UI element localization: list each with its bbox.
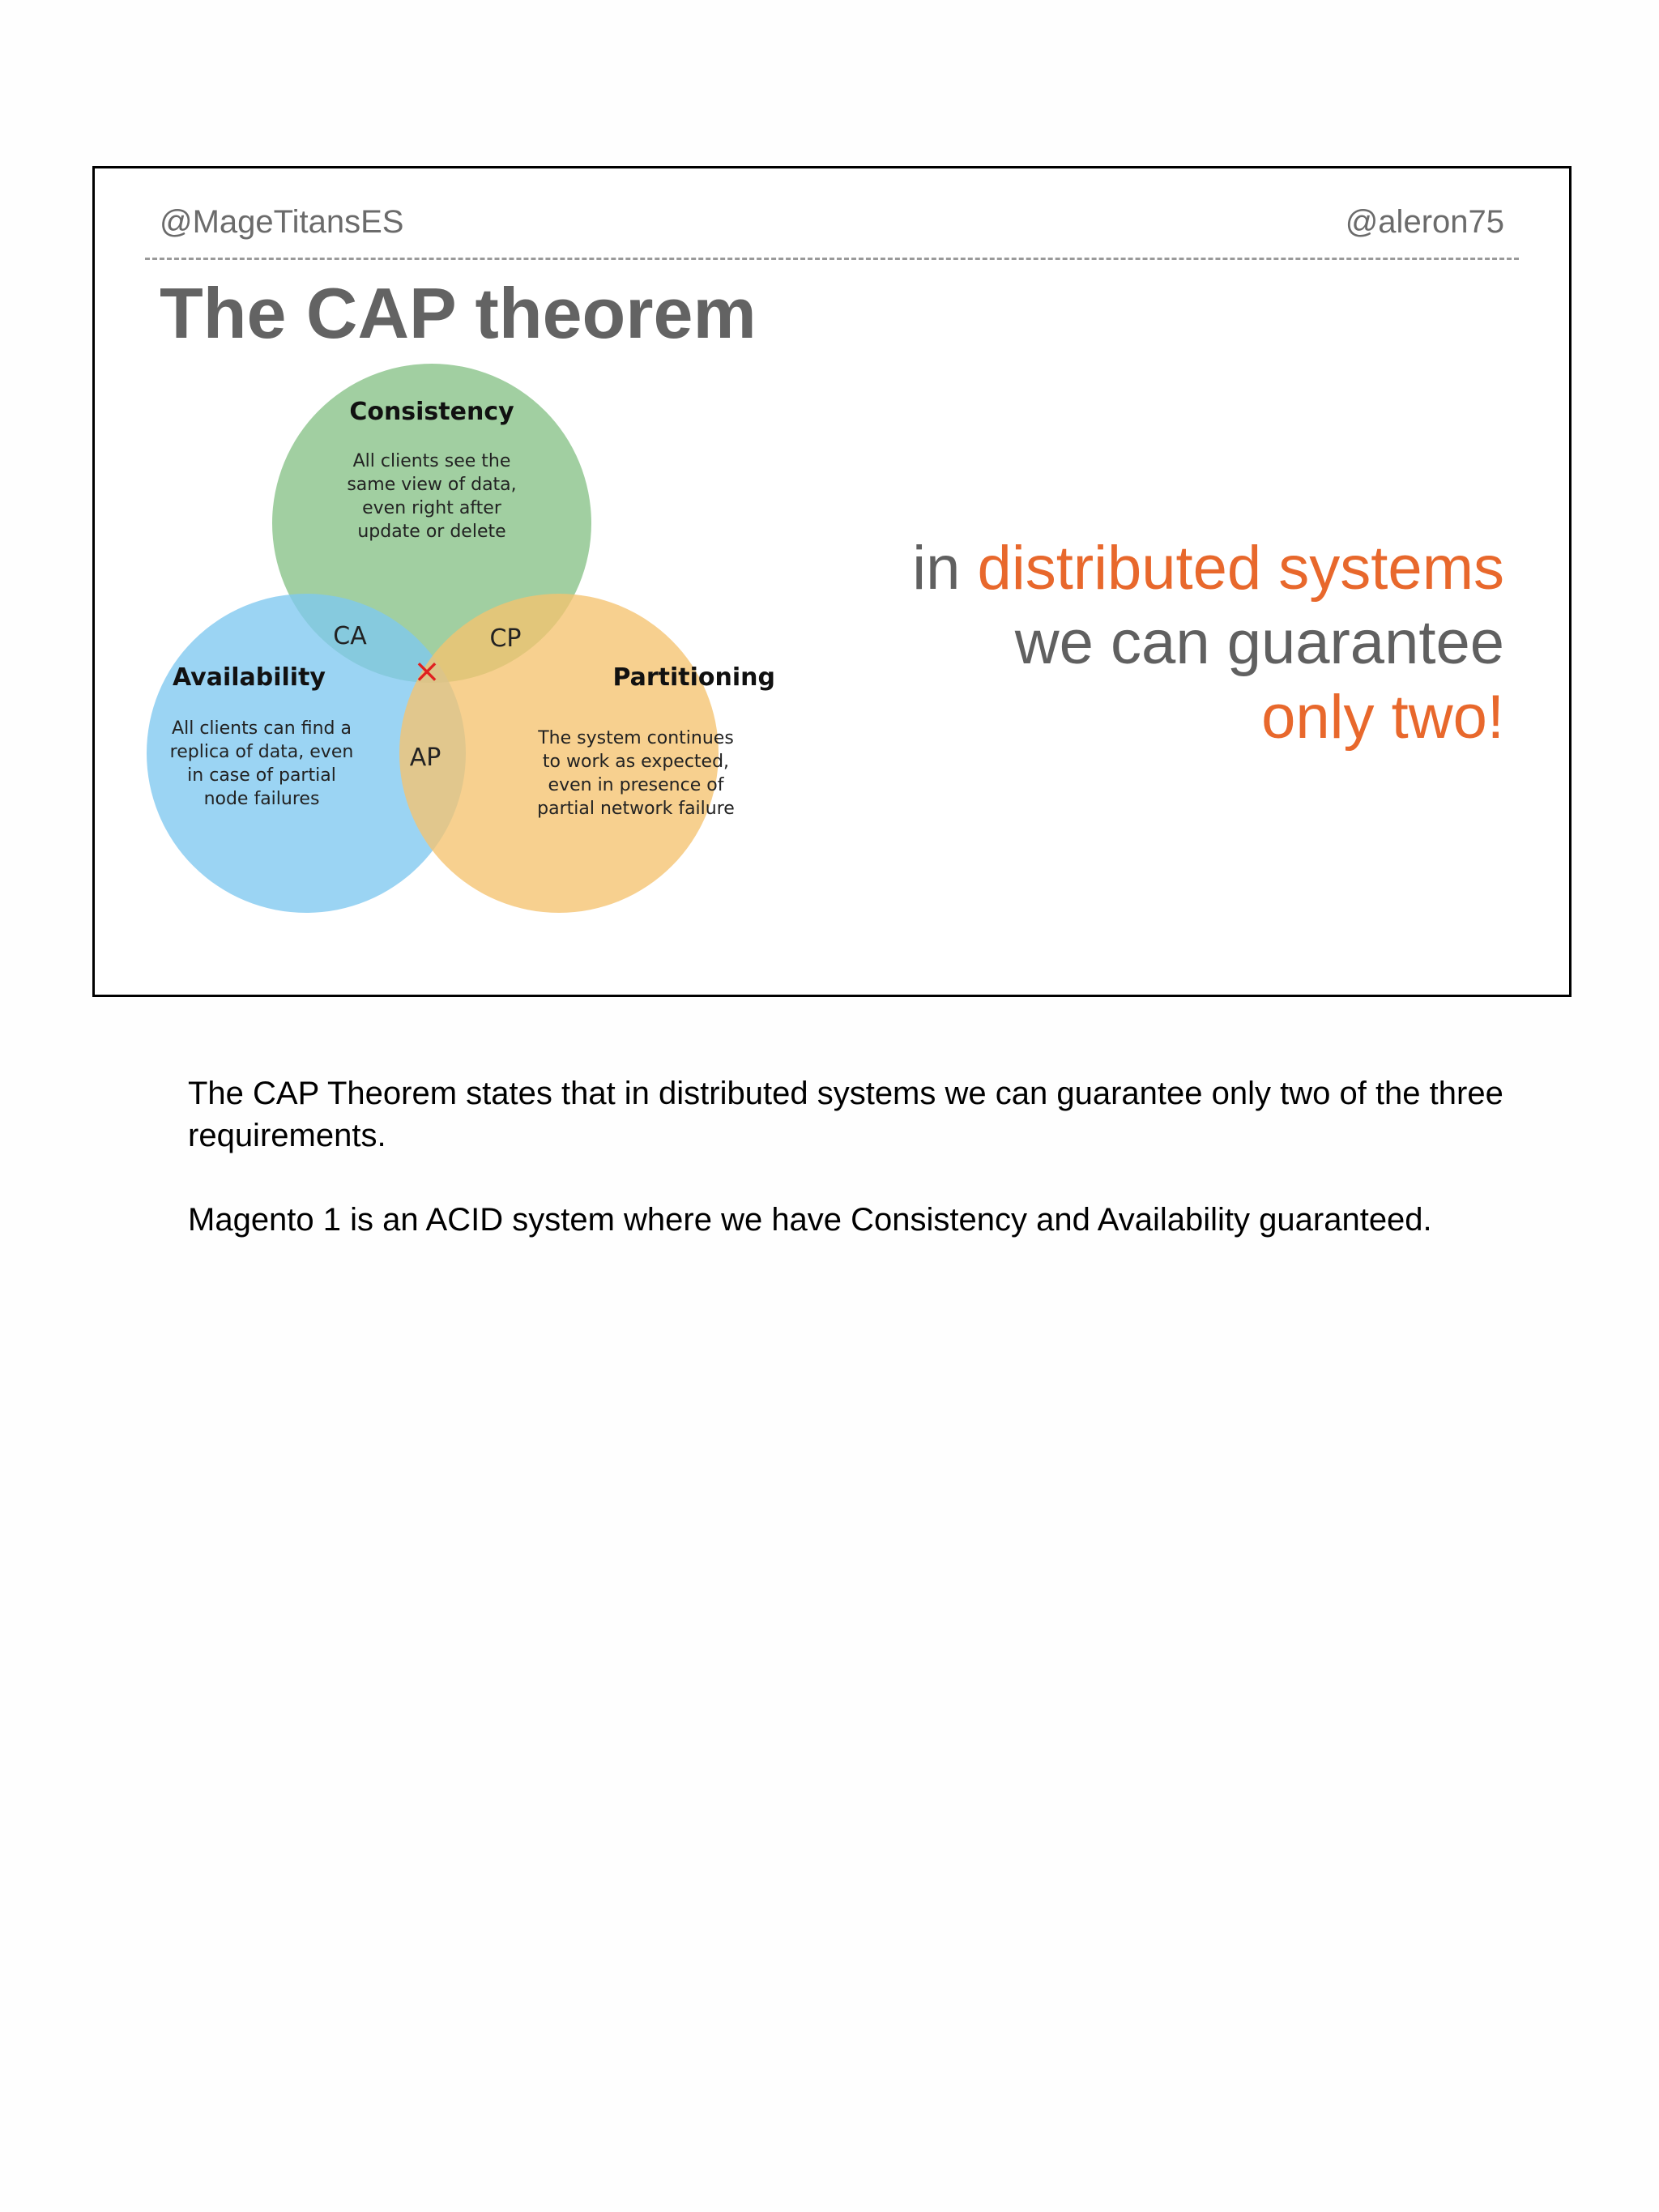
slide [92, 166, 1572, 997]
availability-desc-1: All clients can find a [172, 718, 352, 739]
slide-title: The CAP theorem [160, 273, 757, 353]
consistency-desc-2: same view of data, [347, 475, 517, 495]
tagline-accent-distributed: distributed systems [977, 534, 1504, 603]
consistency-desc-3: even right after [362, 498, 501, 518]
notes-paragraph-2: Magento 1 is an ACID system where we have Consistency and Availability guaranteed. [188, 1202, 1432, 1238]
tagline-line-2: we can guarantee [1014, 608, 1504, 677]
center-conflict-mark: × [413, 653, 441, 690]
twitter-handle-left: @MageTitansES [160, 204, 404, 240]
tagline [912, 531, 1504, 755]
header-divider [145, 258, 1519, 260]
cap-venn-diagram [143, 363, 808, 946]
overlap-cp-label: CP [489, 624, 522, 653]
tagline-line-3: only two! [1261, 683, 1504, 752]
availability-desc-2: replica of data, even [169, 742, 354, 762]
consistency-desc-1: All clients see the [352, 451, 511, 471]
overlap-ca-label: CA [333, 622, 367, 650]
availability-desc-4: node failures [203, 789, 320, 809]
consistency-desc-4: update or delete [357, 522, 506, 542]
partitioning-desc-2: to work as expected, [542, 752, 730, 772]
tagline-prefix: in [912, 534, 961, 603]
availability-desc-3: in case of partial [187, 765, 336, 786]
partitioning-desc-3: even in presence of [548, 775, 724, 795]
availability-label: Availability [173, 663, 326, 692]
twitter-handle-right: @aleron75 [1345, 204, 1504, 240]
tagline-line-1 [912, 531, 1504, 606]
partitioning-desc-4: partial network failure [537, 799, 735, 819]
overlap-ap-label: AP [409, 744, 441, 772]
notes-paragraph-1: The CAP Theorem states that in distributed systems we can guarantee only two of the three requirements. [188, 1076, 1503, 1153]
speaker-notes [188, 1072, 1516, 1283]
partitioning-label: Partitioning [612, 663, 775, 692]
partitioning-desc-1: The system continues [538, 728, 734, 748]
consistency-label: Consistency [349, 398, 514, 426]
